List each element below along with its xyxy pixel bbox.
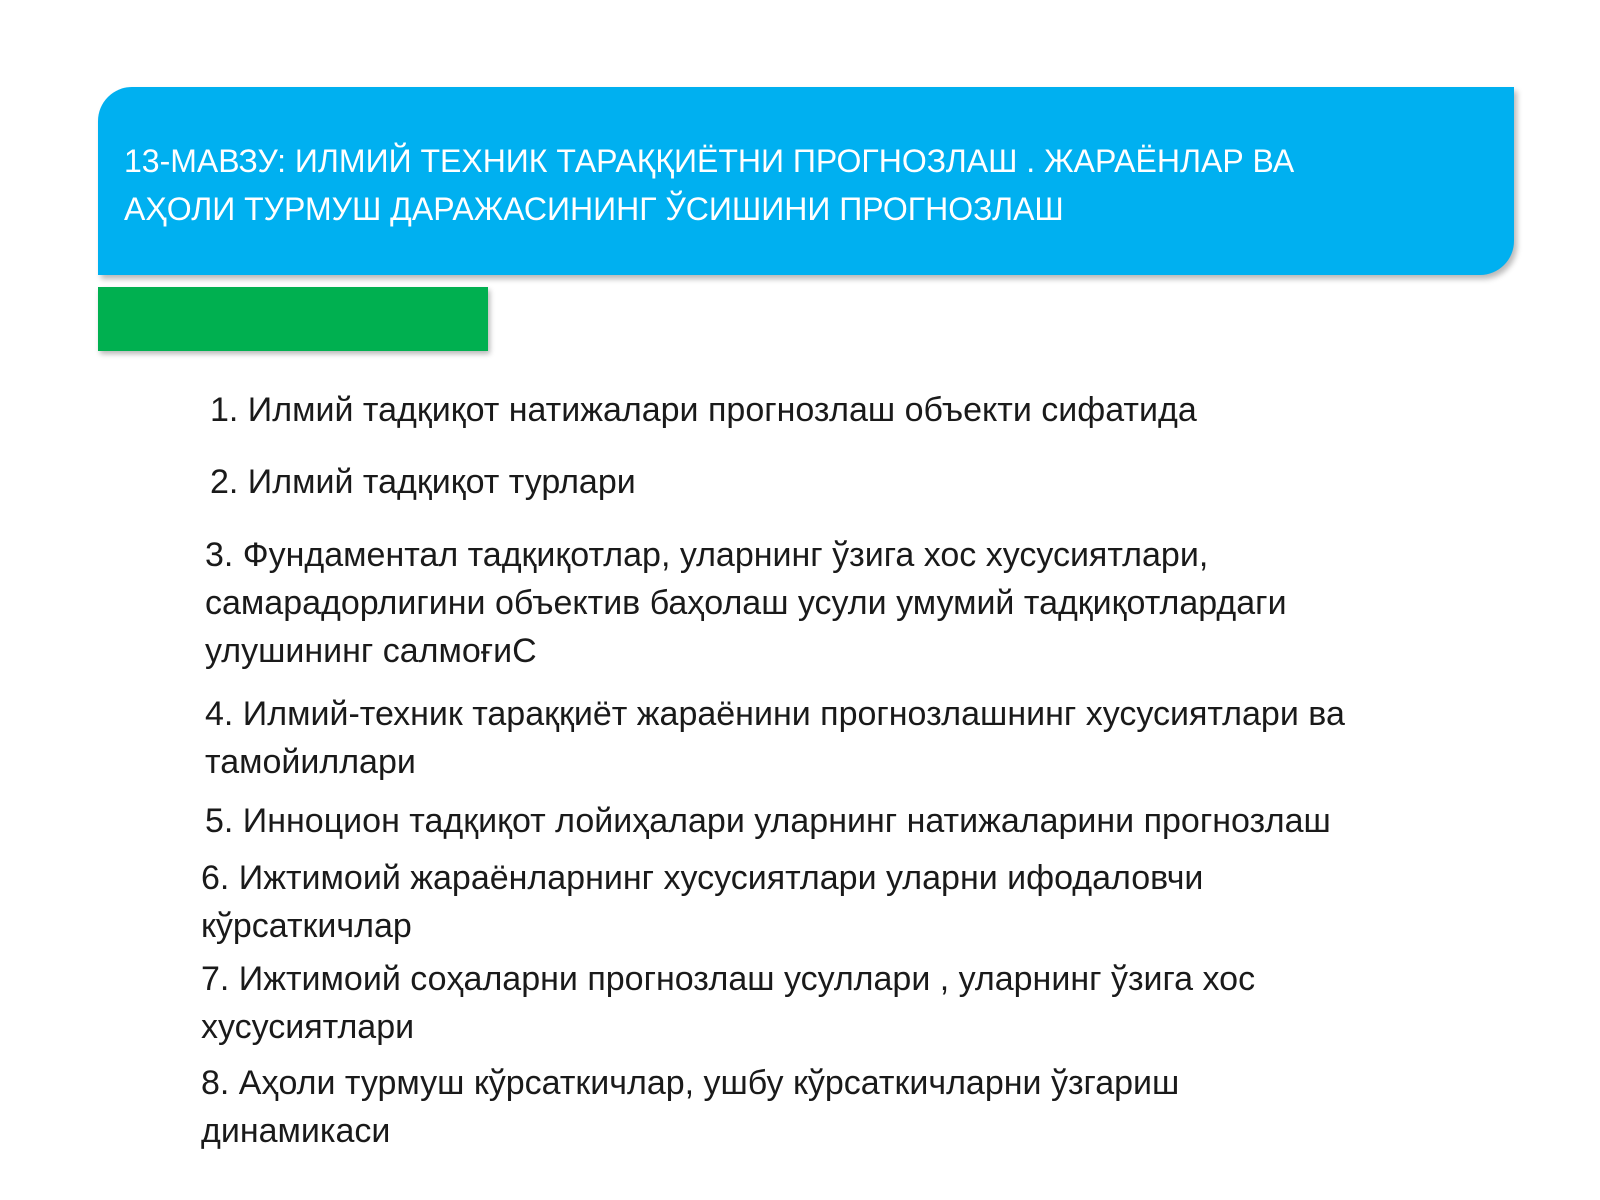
topic-item-3 xyxy=(205,531,1465,675)
topic-item-7 xyxy=(201,955,1461,1051)
topic-8-line-1: 8. Аҳоли турмуш кўрсаткичлар, ушбу кўрсаткичларни ўзгариш xyxy=(201,1064,1180,1102)
topic-6-line-1: 6. Ижтимоий жараёнларнинг хусусиятлари уларни ифодаловчи xyxy=(201,859,1204,897)
topic-3-line-3: улушининг салмоғиС xyxy=(205,632,537,670)
topic-item-4 xyxy=(205,690,1525,786)
topic-6-line-2: кўрсаткичлар xyxy=(201,907,412,945)
topic-item-8 xyxy=(201,1059,1461,1155)
topic-8-line-2: динамикаси xyxy=(201,1112,391,1150)
topic-7-line-2: хусусиятлари xyxy=(201,1008,415,1046)
topic-4-line-1: 4. Илмий-техник тараққиёт жараёнини прогнозлашнинг хусусиятлари ва xyxy=(205,695,1345,733)
topic-item-1 xyxy=(210,386,1470,434)
topic-2-line-1: 2. Илмий тадқиқот турлари xyxy=(210,463,636,501)
topic-item-6 xyxy=(201,854,1461,950)
topic-7-line-1: 7. Ижтимоий соҳаларни прогнозлаш усуллари , уларнинг ўзига хос xyxy=(201,960,1256,998)
topic-1-line-1: 1. Илмий тадқиқот натижалари прогнозлаш объекти сифатида xyxy=(210,391,1197,429)
slide-title-line-1: 13-МАВЗУ: ИЛМИЙ ТЕХНИК ТАРАҚҚИЁТНИ ПРОГНОЗЛАШ . ЖАРАЁНЛАР ВА xyxy=(124,143,1295,179)
slide-title-line-2: АҲОЛИ ТУРМУШ ДАРАЖАСИНИНГ ЎСИШИНИ ПРОГНОЗЛАШ xyxy=(124,191,1064,227)
topic-3-line-2: самарадорлигини объектив баҳолаш усули умумий тадқиқотлардаги xyxy=(205,584,1287,622)
topic-5-line-1: 5. Инноцион тадқиқот лойиҳалари уларнинг натижаларини прогнозлаш xyxy=(205,802,1331,840)
topic-item-5 xyxy=(205,797,1525,845)
topic-4-line-2: тамойиллари xyxy=(205,743,416,781)
topic-3-line-1: 3. Фундаментал тадқиқотлар, уларнинг ўзига хос хусусиятлари, xyxy=(205,536,1209,574)
topic-item-2 xyxy=(210,458,1470,506)
